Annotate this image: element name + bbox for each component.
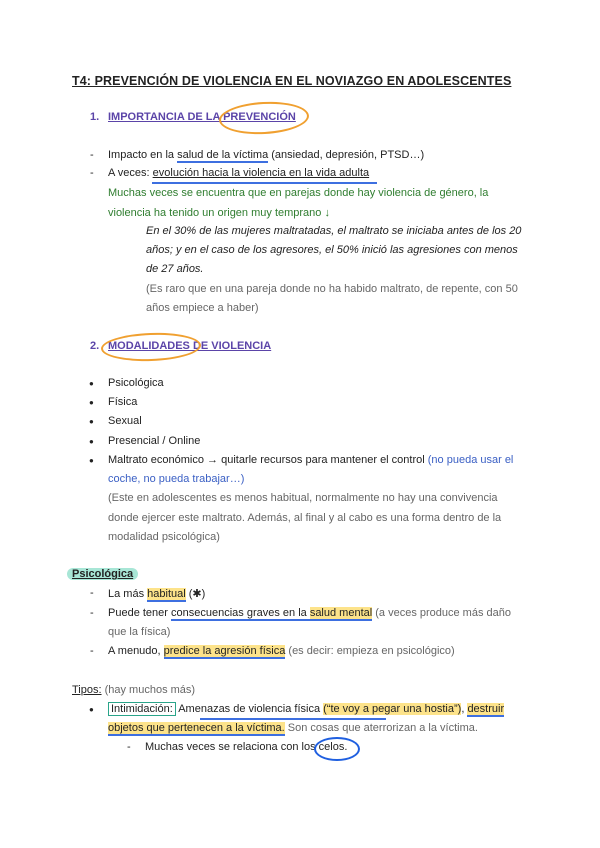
section-1-title: IMPORTANCIA DE LA PREVENCIÓN (108, 111, 296, 123)
psico-item-consecuencias (108, 607, 511, 619)
text: A veces: (108, 167, 153, 179)
text: Puede tener (108, 607, 171, 619)
section-2-number: 2. (90, 340, 100, 352)
grey-note-line-1: (Este en adolescentes es menos habitual, normalmente no hay una convivencia (108, 492, 498, 504)
section-1-number: 1. (90, 111, 100, 123)
blue-note-line-2: coche, no pueda trabajar…) (108, 473, 245, 485)
highlight-predice: predice la agresión física (163, 645, 286, 657)
document-title: T4: PREVENCIÓN DE VIOLENCIA EN EL NOVIAZGO EN ADOLESCENTES (72, 74, 512, 88)
highlight-consecuencias (171, 607, 372, 621)
tipos-line (72, 684, 195, 696)
stat-line-3: de 27 años. (146, 263, 204, 275)
tipo-intimidacion (108, 703, 504, 715)
psico-item-predice (108, 645, 455, 657)
highlight-salud-victima: salud de la víctima (177, 149, 269, 161)
psico-item-habitual (108, 587, 205, 600)
text: (ansiedad, depresión, PTSD…) (268, 149, 425, 161)
grey-note: (es decir: empieza en psicológico) (285, 645, 455, 657)
tipos-label: Tipos: (72, 684, 102, 696)
stat-line-2: años; y en el caso de los agresores, el 50% inició las agresiones con menos (146, 244, 518, 256)
text: A menudo, (108, 645, 164, 657)
green-note-line-2: violencia ha tenido un origen muy temprano ↓ (108, 207, 330, 219)
green-note-line-1: Muchas veces se encuentra que en parejas donde hay violencia de género, la (108, 187, 489, 199)
underlined-evolucion: evolución hacia la violencia en la vida adulta (152, 167, 370, 179)
bullet-item-0: ● Psicológica (108, 377, 164, 389)
grey-note-line-2: años empiece a haber) (146, 302, 259, 314)
list-item-a-veces (108, 167, 369, 179)
orange-circle-annotation (101, 331, 202, 362)
bullet-item-1: ● Física (108, 396, 137, 408)
stat-line-1: En el 30% de las mujeres maltratadas, el maltrato se iniciaba antes de los 20 (146, 225, 522, 237)
intimidacion-label: Intimidación: (108, 702, 176, 716)
text: La más (108, 588, 148, 600)
highlight-habitual: habitual (147, 588, 186, 600)
grey-note-line-1: (Es raro que en una pareja donde no ha habido maltrato, de repente, con 50 (146, 283, 518, 295)
blue-note: (no pueda usar el (427, 454, 514, 466)
text: Impacto en la (108, 149, 178, 161)
grey-note: Son cosas que aterrorizan a la víctima. (284, 722, 478, 734)
blue-underline-mark (152, 182, 377, 184)
psicologica-label-text: Psicológica (67, 568, 138, 580)
grey-note-line-3: modalidad psicológica) (108, 531, 220, 543)
psicologica-label (67, 568, 138, 580)
blue-underline-mark (200, 718, 386, 720)
intimidacion-cont (108, 722, 478, 734)
text: , (461, 703, 468, 715)
quote-highlight: (“te voy a pegar una hostia”) (323, 703, 462, 715)
bullet-item-economico (108, 454, 513, 466)
celos-word: celos. (318, 741, 348, 753)
orange-circle-annotation (218, 100, 310, 137)
grey-note-cont: que la física) (108, 626, 171, 638)
text: consecuencias graves en la (171, 607, 310, 619)
grey-note-line-2: donde ejercer este maltrato. Además, al final y al cabo es una forma dentro de la (108, 512, 502, 524)
grey-note: (a veces produce más daño (372, 607, 511, 619)
text: (✱) (185, 588, 206, 600)
text: Muchas veces se relaciona con los (145, 741, 319, 753)
text: Maltrato económico → quitarle recursos para mantener el control (108, 454, 428, 466)
blue-circle-annotation (314, 737, 360, 761)
list-item-impacto (108, 149, 424, 161)
bullet-item-3: ● Presencial / Online (108, 435, 200, 447)
highlight-salud-mental: salud mental (309, 607, 373, 619)
bullet-item-2: ● Sexual (108, 415, 142, 427)
text: Amenazas de violencia física (175, 703, 324, 715)
tipos-note: (hay muchos más) (101, 684, 196, 696)
highlight-destruir: destruir (467, 703, 505, 715)
section-2-title: MODALIDADES DE VIOLENCIA (108, 340, 272, 352)
highlight-objetos: objetos que pertenecen a la víctima. (108, 722, 285, 734)
